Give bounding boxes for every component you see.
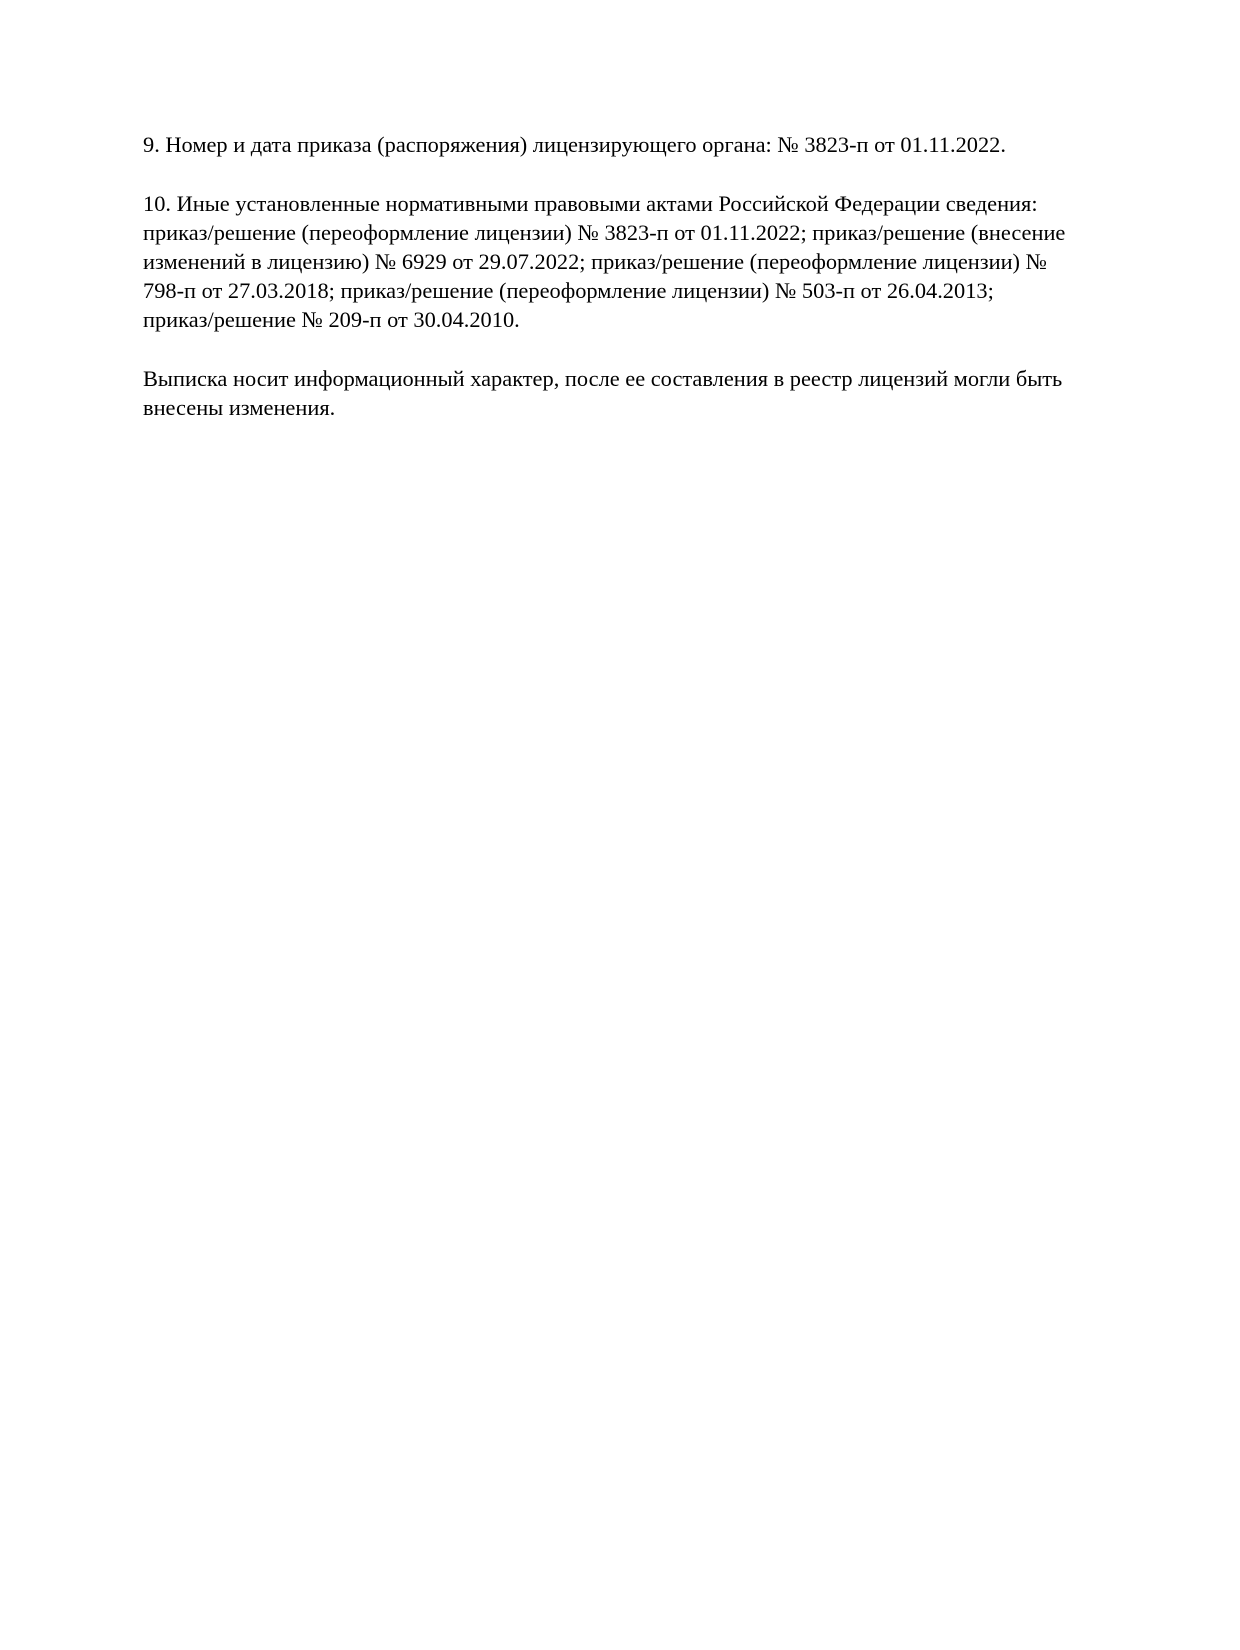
note-line-1: Выписка носит информационный характер, после ее составления в реестр лицензий могли быть xyxy=(143,366,1063,391)
informational-note xyxy=(143,364,1143,422)
item-10-line-2: приказ/решение (переоформление лицензии) № 3823-п от 01.11.2022; приказ/решение (внесение xyxy=(143,220,1066,245)
note-line-2: внесены изменения. xyxy=(143,395,336,420)
item-9-line-1: 9. Номер и дата приказа (распоряжения) лицензирующего органа: № 3823-п от 01.11.2022. xyxy=(143,132,1006,157)
item-10-line-1: 10. Иные установленные нормативными правовыми актами Российской Федерации сведения: xyxy=(143,191,1038,216)
item-10-line-4: 798-п от 27.03.2018; приказ/решение (переоформление лицензии) № 503-п от 26.04.2013; xyxy=(143,278,994,303)
item-10-line-3: изменений в лицензию) № 6929 от 29.07.2022; приказ/решение (переоформление лицензии) № xyxy=(143,249,1047,274)
document-body xyxy=(143,130,1143,422)
item-10-other-information xyxy=(143,189,1143,334)
item-10-line-5: приказ/решение № 209-п от 30.04.2010. xyxy=(143,307,520,332)
item-9-order-number-date xyxy=(143,130,1143,159)
